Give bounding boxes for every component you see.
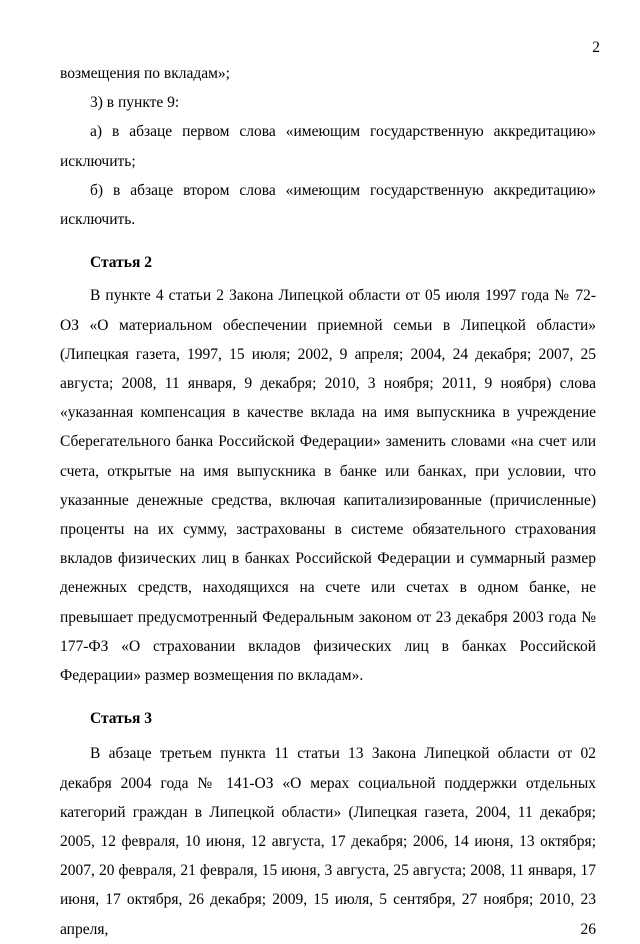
list-item-subpoint-b: б) в абзаце втором слова «имеющим государственную аккредитацию» исключить. (60, 181, 596, 229)
list-item-point-3: 3) в пункте 9: (90, 94, 180, 112)
article-2-paragraph: В пункте 4 статьи 2 Закона Липецкой области от 05 июля 1997 года № 72-ОЗ «О материальном обеспечении приемной семьи в Липецкой области» (Липецкая газета, 1997, 15 июля; 2002, 9 апреля; 2004, 24 декабря; 2007, 25 августа; 2008, 11 января, 9 декабря; 2010, 3 ноября; 2011, 9 ноября) слова «указанная компенсация в качестве вклада на имя выпускника в учреждение Сберегательного банка Российской Федерации» заменить словами «на счет или счета, открытые на имя выпускника в банке или банках, при условии, что указанные денежные средства, включая капитализированные (причисленные) проценты на их сумму, застрахованы в системе обязательного страхования вкладов физических лиц в банках Российской Федерации и суммарный размер денежных средств, находящихся на счете или счетах в одном банке, не превышает предусмотренный Федеральным законом от 23 декабря 2003 года № 177-ФЗ «О страховании вкладов физических лиц в банках Российской Федерации» размер возмещения по вкладам». (60, 287, 596, 685)
paragraph-continuation: возмещения по вкладам»; (60, 65, 230, 82)
article-2-heading: Статья 2 (90, 254, 152, 272)
page-number: 2 (592, 39, 600, 56)
article-3-paragraph: В абзаце третьем пункта 11 статьи 13 Закона Липецкой области от 02 декабря 2004 года № 141-ОЗ «О мерах социальной поддержки отдельных категорий граждан в Липецкой области» (Липецкая газета, 2004, 11 декабря; 2005, 12 февраля, 10 июня, 12 августа, 17 декабря; 2006, 14 июня, 13 октября; 2007, 20 февраля, 21 февраля, 15 июня, 3 августа, 25 августа; 2008, 11 января, 17 июня, 17 октября, 26 декабря; 2009, 15 июля, 5 сентября, 27 ноября; 2010, 23 апреля, 26 (60, 745, 596, 938)
list-item-subpoint-a: а) в абзаце первом слова «имеющим государственную аккредитацию» исключить; (60, 123, 596, 170)
article-3-heading: Статья 3 (90, 710, 152, 728)
document-body (60, 59, 596, 944)
